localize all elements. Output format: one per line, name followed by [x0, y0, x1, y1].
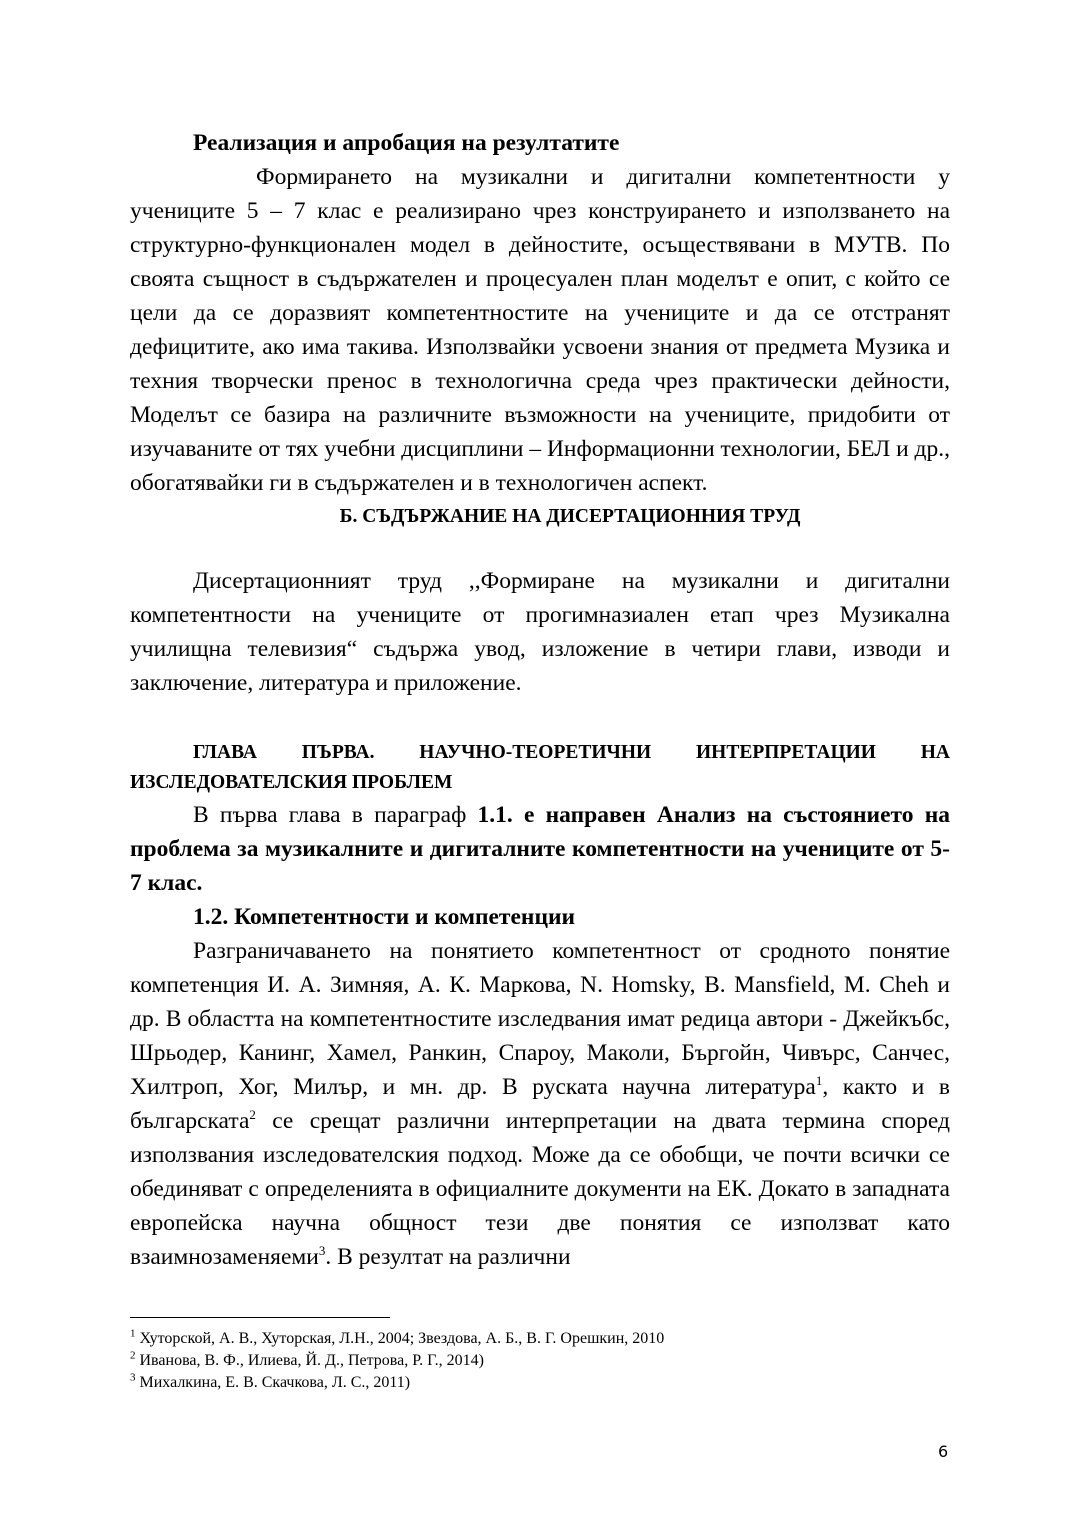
subheading-competences: 1.2. Компетентности и компетенции	[193, 904, 576, 930]
chapter-heading-line1: ГЛАВА ПЪРВА. НАУЧНО-ТЕОРЕТИЧНИ ИНТЕРПРЕТАЦИИ НА	[193, 742, 950, 763]
footnotes	[130, 1328, 950, 1394]
chapter-intro-plain: В първа глава в параграф	[193, 802, 478, 828]
body-part3: се срещат различни интерпретации на двата термина според използвания изследователския подход. Може да се обобщи, че почти всички се обединяват с определенията в официалните документи на ЕК. Докато в западната европейска научна общност тези две понятия се използват като взаимнозаменяеми	[130, 1108, 950, 1270]
footnote-number: 1	[130, 1327, 136, 1340]
footnote-text: Иванова, В. Ф., Илиева, Й. Д., Петрова, Р. Г., 2014)	[135, 1352, 484, 1369]
footnote-separator	[130, 1317, 390, 1318]
chapter-heading-line2: ИЗСЛЕДОВАТЕЛСКИЯ ПРОБЛЕМ	[130, 772, 453, 793]
footnote-ref-3: 3	[318, 1243, 326, 1259]
section-heading-realization: Реализация и апробация на резултатите	[193, 130, 620, 156]
section-heading-content: Б. СЪДЪРЖАНИЕ НА ДИСЕРТАЦИОННИЯ ТРУД	[339, 506, 801, 527]
paragraph-content: Дисертационният труд ,,Формиране на музикални и дигитални компетентности на учениците от прогимназиален етап чрез Музикална училищна телевизия“ съдържа увод, изложение в четири глави, изводи и заключение, литература и приложение.	[130, 568, 950, 696]
body-part4: . В резултат на различни	[325, 1244, 571, 1270]
spacer	[130, 534, 950, 564]
chapter-intro-bold: 1.1. е направен Анализ на състоянието на проблема за музикалните и дигиталните компетентности на учениците от 5-7 клас.	[130, 802, 950, 896]
chapter-heading	[130, 738, 950, 798]
spacer	[130, 700, 950, 738]
footnote-number: 3	[130, 1371, 136, 1384]
footnote-3	[130, 1372, 950, 1394]
body-part2: , както и в българската	[130, 1074, 950, 1134]
footnote-ref-2: 2	[249, 1107, 256, 1123]
page-number: 6	[938, 1442, 949, 1461]
main-text	[130, 126, 950, 1274]
footnote-number: 2	[130, 1349, 136, 1362]
paragraph-competences	[130, 934, 950, 1274]
footnote-2	[130, 1350, 950, 1372]
paragraph-chapter-intro	[130, 798, 950, 900]
body-part1: Разграничаването на понятието компетентност от сродното понятие компетенция И. А. Зимняя, А. К. Маркова, N. Homsky, B. Mansfield, M. Cheh и др. В областта на компетентностите изследвания имат редица автори - Джейкъбс, Шрьодер, Канинг, Хамел, Ранкин, Спароу, Маколи, Бъргойн, Чивърс, Санчес, Хилтроп, Хог, Милър, и мн. др. В руската научна литература	[130, 938, 950, 1100]
footnote-ref-1: 1	[815, 1073, 823, 1089]
footnote-text: Михалкина, Е. В. Скачкова, Л. С., 2011)	[135, 1374, 411, 1391]
footnote-text: Хуторской, А. В., Хуторская, Л.Н., 2004; Звездова, А. Б., В. Г. Орешкин, 2010	[135, 1330, 665, 1347]
footnote-1	[130, 1328, 950, 1350]
paragraph-realization: Формирането на музикални и дигитални компетентности у учениците 5 – 7 клас е реализирано чрез конструирането и използването на структурно-функционален модел в дейностите, осъществявани в МУТВ. По своята същност в съдържателен и процесуален план моделът е опит, с който се цели да се доразвият компетентностите на учениците и да се отстранят дефицитите, ако има такива. Използвайки усвоени знания от предмета Музика и техния творчески пренос в технологична среда чрез практически дейности, Моделът се базира на различните възможности на учениците, придобити от изучаваните от тях учебни дисциплини – Информационни технологии, БЕЛ и др., обогатявайки ги в съдържателен и в технологичен аспект.	[130, 164, 950, 496]
